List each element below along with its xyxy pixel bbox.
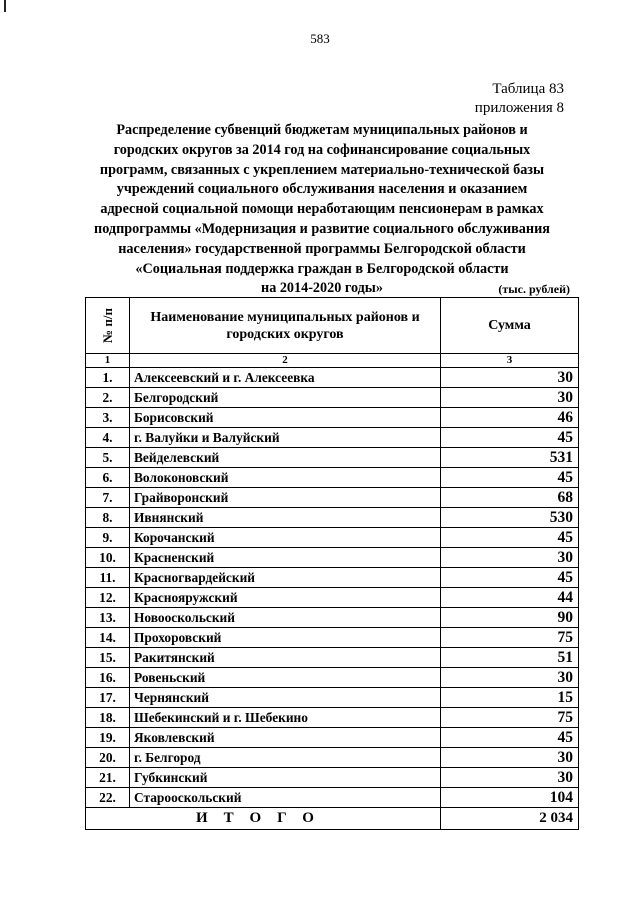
row-number: 22. xyxy=(86,788,130,808)
title-line: подпрограммы «Модернизация и развитие социального обслуживания xyxy=(94,220,550,237)
amount-value: 44 xyxy=(441,588,579,608)
title-line: городских округов за 2014 год на софинансирование социальных xyxy=(113,141,531,158)
amount-value: 68 xyxy=(441,488,579,508)
district-name: Краснояружский xyxy=(130,588,441,608)
table-row xyxy=(86,768,579,788)
district-name: Чернянский xyxy=(130,688,441,708)
table-row xyxy=(86,388,579,408)
amount-value: 30 xyxy=(441,748,579,768)
amount-value: 104 xyxy=(441,788,579,808)
row-number: 13. xyxy=(86,608,130,628)
row-number: 1. xyxy=(86,368,130,388)
amount-value: 90 xyxy=(441,608,579,628)
district-name: Ивнянский xyxy=(130,508,441,528)
row-number: 10. xyxy=(86,548,130,568)
table-row xyxy=(86,468,579,488)
amount-value: 30 xyxy=(441,668,579,688)
district-name: Красногвардейский xyxy=(130,568,441,588)
table-row xyxy=(86,508,579,528)
row-number: 19. xyxy=(86,728,130,748)
table-row xyxy=(86,748,579,768)
district-name: Губкинский xyxy=(130,768,441,788)
row-number: 14. xyxy=(86,628,130,648)
row-number: 7. xyxy=(86,488,130,508)
table-row xyxy=(86,488,579,508)
amount-value: 75 xyxy=(441,628,579,648)
district-name: Красненский xyxy=(130,548,441,568)
amount-value: 30 xyxy=(441,548,579,568)
column-index: 3 xyxy=(441,354,579,368)
header-name: Наименование муниципальных районов и городских округов xyxy=(130,298,441,354)
amount-value: 15 xyxy=(441,688,579,708)
amount-value: 30 xyxy=(441,388,579,408)
district-name: г. Белгород xyxy=(130,748,441,768)
row-number: 15. xyxy=(86,648,130,668)
total-label: ИТОГО xyxy=(86,808,441,830)
table-row xyxy=(86,708,579,728)
row-number: 12. xyxy=(86,588,130,608)
table-row xyxy=(86,648,579,668)
subvention-table xyxy=(85,297,579,830)
title-line: на 2014-2020 годы» xyxy=(261,280,383,297)
row-number: 8. xyxy=(86,508,130,528)
district-name: Корочанский xyxy=(130,528,441,548)
row-number: 18. xyxy=(86,708,130,728)
column-index: 1 xyxy=(86,354,130,368)
amount-value: 75 xyxy=(441,708,579,728)
title-line: «Социальная поддержка граждан в Белгородской области xyxy=(135,260,509,277)
table-row xyxy=(86,408,579,428)
table-row xyxy=(86,368,579,388)
amount-value: 531 xyxy=(441,448,579,468)
scan-edge-mark xyxy=(4,0,6,12)
table-row xyxy=(86,608,579,628)
amount-value: 45 xyxy=(441,728,579,748)
table-row xyxy=(86,688,579,708)
amount-value: 46 xyxy=(441,408,579,428)
table-ref-line-2: приложения 8 xyxy=(474,100,564,116)
amount-value: 45 xyxy=(441,428,579,448)
page-number: 583 xyxy=(310,31,330,46)
amount-value: 51 xyxy=(441,648,579,668)
table-row xyxy=(86,788,579,808)
amount-value: 45 xyxy=(441,568,579,588)
district-name: Ракитянский xyxy=(130,648,441,668)
row-number: 20. xyxy=(86,748,130,768)
column-index-row xyxy=(86,354,579,368)
table-row xyxy=(86,588,579,608)
total-row xyxy=(86,808,579,830)
row-number: 5. xyxy=(86,448,130,468)
row-number: 17. xyxy=(86,688,130,708)
table-row xyxy=(86,528,579,548)
district-name: Вейделевский xyxy=(130,448,441,468)
table-row xyxy=(86,548,579,568)
header-sum: Сумма xyxy=(441,298,579,354)
row-number: 16. xyxy=(86,668,130,688)
units-label: (тыс. рублей) xyxy=(498,282,570,296)
amount-value: 30 xyxy=(441,768,579,788)
header-number: № п/п xyxy=(86,298,130,354)
table-row xyxy=(86,628,579,648)
title-line: населения» государственной программы Белгородской области xyxy=(118,240,526,257)
district-name: Алексеевский и г. Алексеевка xyxy=(130,368,441,388)
district-name: Грайворонский xyxy=(130,488,441,508)
table-row xyxy=(86,728,579,748)
title-line: адресной социальной помощи неработающим пенсионерам в рамках xyxy=(100,201,544,218)
document-title xyxy=(72,121,572,299)
row-number: 3. xyxy=(86,408,130,428)
table-row xyxy=(86,668,579,688)
title-line: Распределение субвенций бюджетам муниципальных районов и xyxy=(116,122,528,138)
amount-value: 30 xyxy=(441,368,579,388)
total-value: 2 034 xyxy=(441,808,579,830)
title-line: учреждений социального обслуживания населения и оказанием xyxy=(116,181,528,198)
table-row xyxy=(86,428,579,448)
district-name: Шебекинский и г. Шебекино xyxy=(130,708,441,728)
amount-value: 45 xyxy=(441,528,579,548)
district-name: Белгородский xyxy=(130,388,441,408)
table-reference xyxy=(444,80,564,118)
table-row xyxy=(86,448,579,468)
row-number: 11. xyxy=(86,568,130,588)
district-name: г. Валуйки и Валуйский xyxy=(130,428,441,448)
row-number: 6. xyxy=(86,468,130,488)
table-header-row xyxy=(86,298,579,354)
district-name: Новооскольский xyxy=(130,608,441,628)
district-name: Борисовский xyxy=(130,408,441,428)
row-number: 9. xyxy=(86,528,130,548)
amount-value: 45 xyxy=(441,468,579,488)
amount-value: 530 xyxy=(441,508,579,528)
row-number: 21. xyxy=(86,768,130,788)
table-ref-line-1: Таблица 83 xyxy=(492,81,564,97)
district-name: Ровеньский xyxy=(130,668,441,688)
district-name: Старооскольский xyxy=(130,788,441,808)
district-name: Яковлевский xyxy=(130,728,441,748)
title-line: программ, связанных с укреплением материально-технической базы xyxy=(99,161,545,178)
row-number: 2. xyxy=(86,388,130,408)
row-number: 4. xyxy=(86,428,130,448)
district-name: Прохоровский xyxy=(130,628,441,648)
column-index: 2 xyxy=(130,354,441,368)
district-name: Волоконовский xyxy=(130,468,441,488)
table-row xyxy=(86,568,579,588)
